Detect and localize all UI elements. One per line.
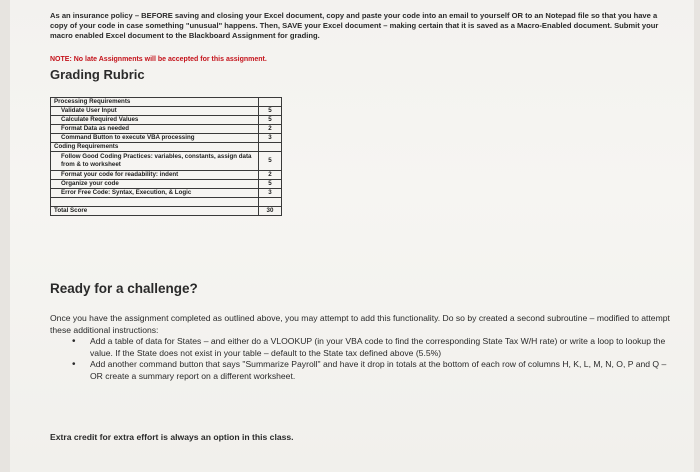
rubric-item-label: Validate User Input xyxy=(51,107,259,116)
total-row xyxy=(51,207,282,216)
total-label: Total Score xyxy=(51,207,259,216)
table-row xyxy=(51,116,282,125)
rubric-item-label: Command Button to execute VBA processing xyxy=(51,134,259,143)
list-item-text: Add a table of data for States – and either do a VLOOKUP (in your VBA code to find the corresponding State Tax W/H rate) or write a loop to lookup the value. If the State does not exist in your table – default to the State tax defined above (5.5%) xyxy=(90,336,666,358)
rubric-item-points: 5 xyxy=(259,152,282,171)
rubric-item-label: Format Data as needed xyxy=(51,125,259,134)
list-item-text: Add another command button that says "Summarize Payroll" and have it drop in totals at the bottom of each row of columns H, K, L, M, N, O, P and Q – OR create a summary report on a different worksheet. xyxy=(90,359,667,381)
rubric-item-label: Organize your code xyxy=(51,180,259,189)
extra-credit-line: Extra credit for extra effort is always an option in this class. xyxy=(50,432,294,442)
rubric-item-points: 3 xyxy=(259,134,282,143)
list-item xyxy=(50,336,670,359)
points-cell xyxy=(259,143,282,152)
empty-cell xyxy=(51,198,259,207)
list-item xyxy=(50,359,670,382)
table-row xyxy=(51,180,282,189)
rubric-heading: Grading Rubric xyxy=(50,67,145,82)
rubric-section-row xyxy=(51,143,282,152)
table-row xyxy=(51,125,282,134)
table-row xyxy=(51,189,282,198)
challenge-section xyxy=(50,313,670,382)
rubric-item-label: Follow Good Coding Practices: variables, constants, assign data from & to worksheet xyxy=(51,152,259,171)
rubric-item-points: 5 xyxy=(259,116,282,125)
bullet-icon: • xyxy=(72,359,76,370)
challenge-intro: Once you have the assignment completed as outlined above, you may attempt to add this functionality. Do so by created a second subroutine – modified to attempt these additional instructions: xyxy=(50,313,670,335)
rubric-item-label: Calculate Required Values xyxy=(51,116,259,125)
total-points: 30 xyxy=(259,207,282,216)
processing-header: Processing Requirements xyxy=(51,98,259,107)
table-row xyxy=(51,107,282,116)
late-note: NOTE: No late Assignments will be accepted for this assignment. xyxy=(50,56,267,63)
rubric-item-points: 2 xyxy=(259,125,282,134)
bullet-icon: • xyxy=(72,336,76,347)
empty-cell xyxy=(259,198,282,207)
rubric-section-row xyxy=(51,98,282,107)
intro-paragraph: As an insurance policy – BEFORE saving and closing your Excel document, copy and paste your code into an email to yourself OR to an Notepad file so that you have a copy of your code in case something "unusual" happens. Then, SAVE your Excel document – making certain that it is saved as a Macro-Enabled document. Submit your macro enabled Excel document to the Blackboard Assignment for grading. xyxy=(50,11,659,40)
grading-rubric-table xyxy=(50,97,282,216)
rubric-item-points: 5 xyxy=(259,180,282,189)
rubric-item-points: 3 xyxy=(259,189,282,198)
table-row xyxy=(51,152,282,171)
rubric-item-label: Error Free Code: Syntax, Execution, & Logic xyxy=(51,189,259,198)
challenge-list xyxy=(50,336,670,382)
rubric-item-points: 5 xyxy=(259,107,282,116)
challenge-heading: Ready for a challenge? xyxy=(50,281,198,296)
table-spacer-row xyxy=(51,198,282,207)
points-cell xyxy=(259,98,282,107)
rubric-item-points: 2 xyxy=(259,171,282,180)
coding-header: Coding Requirements xyxy=(51,143,259,152)
table-row xyxy=(51,171,282,180)
table-row xyxy=(51,134,282,143)
document-page xyxy=(10,0,694,472)
rubric-item-label: Format your code for readability: indent xyxy=(51,171,259,180)
